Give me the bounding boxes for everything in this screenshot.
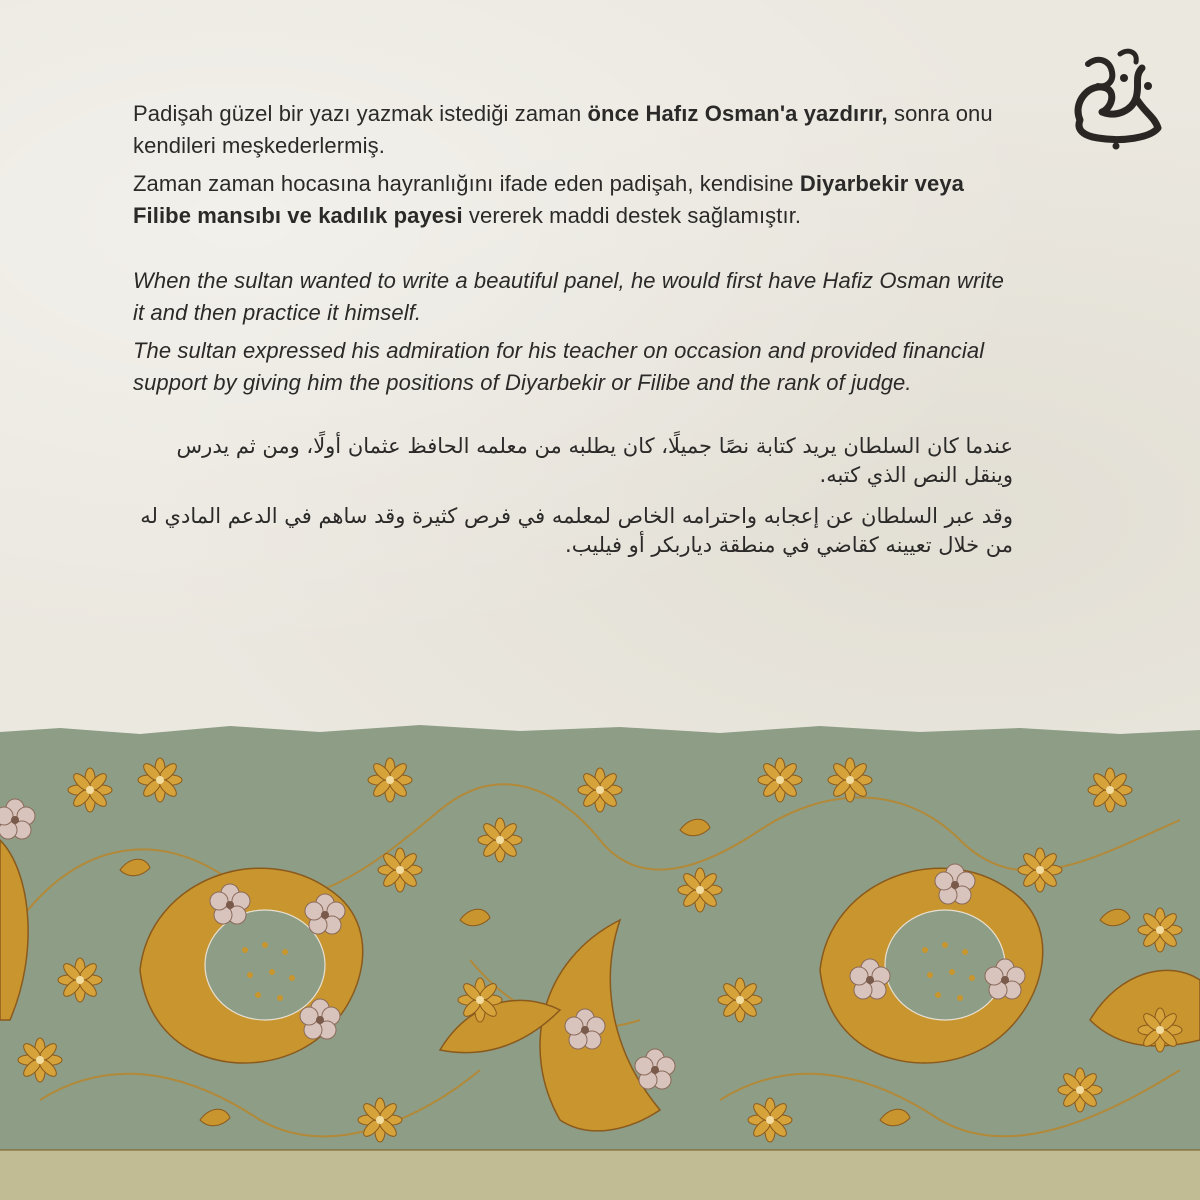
- text-span: Zaman zaman hocasına hayranlığını ifade eden padişah, kendisine: [133, 171, 800, 196]
- turkish-paragraph-2: [133, 168, 1013, 232]
- bold-span: Diyarbekir veya Filibe mansıbı ve kadılık payesi: [133, 171, 965, 228]
- arabic-paragraph-1: عندما كان السلطان يريد كتابة نصًا جميلًا، كان يطلبه من معلمه الحافظ عثمان أولًا، ومن ثم يدرس وينقل النص الذي كتبه.: [176, 434, 1013, 487]
- text-span: sonra onu kendileri meşkederlermiş.: [133, 101, 993, 158]
- text-span: vererek maddi destek sağlamıştır.: [462, 203, 802, 228]
- spacer: [133, 405, 1013, 432]
- floral-illumination-border: [0, 720, 1200, 1200]
- english-paragraph-1: When the sultan wanted to write a beautiful panel, he would first have Hafiz Osman write it and then practice it himself.: [133, 268, 1004, 325]
- bold-span: önce Hafız Osman'a yazdırır,: [587, 101, 888, 126]
- calligraphy-logo-icon: [1062, 42, 1162, 152]
- english-paragraph-2: The sultan expressed his admiration for his teacher on occasion and provided financial support by giving him the positions of Diyarbekir or Filibe and the rank of judge.: [133, 338, 985, 395]
- arabic-paragraph-2: وقد عبر السلطان عن إعجابه واحترامه الخاص لمعلمه في فرص كثيرة وقد ساهم في الدعم المادي له من خلال تعيينه كقاضي في منطقة دياربكر أو فيليب.: [140, 504, 1013, 557]
- spacer: [133, 238, 1013, 265]
- text-content: [133, 98, 1013, 572]
- turkish-paragraph-1: [133, 98, 1013, 162]
- text-span: Padişah güzel bir yazı yazmak istediği zaman: [133, 101, 588, 126]
